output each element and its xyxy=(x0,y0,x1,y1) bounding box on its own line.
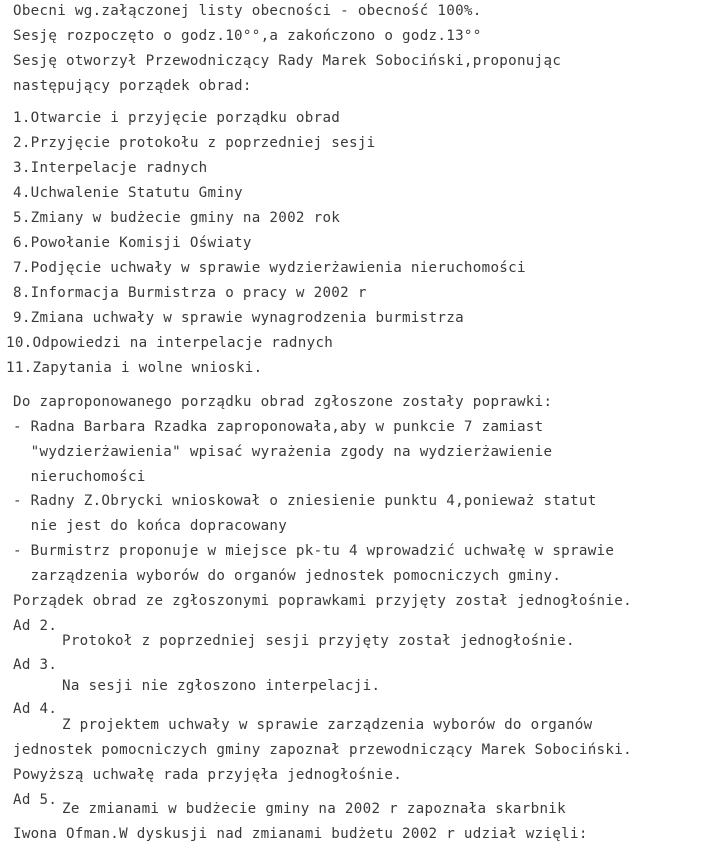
ad4-label: Ad 4. xyxy=(13,701,58,717)
agenda-item: 9.Zmiana uchwały w sprawie wynagrodzenia burmistrza xyxy=(13,310,464,326)
agenda-item: 1.Otwarcie i przyjęcie porządku obrad xyxy=(13,110,341,126)
ad4-line: Z projektem uchwały w sprawie zarządzenia wyborów do organów xyxy=(62,717,593,733)
ad5-line: Iwona Ofman.W dyskusji nad zmianami budżetu 2002 r udział wzięli: xyxy=(13,826,588,842)
amendment-line: - Burmistrz proponuje w miejsce pk-tu 4 wprowadzić uchwałę w sprawie xyxy=(13,543,615,559)
opening-line: Sesję otworzył Przewodniczący Rady Marek Sobociński,proponując xyxy=(13,53,562,69)
amendment-line: nie jest do końca dopracowany xyxy=(13,518,288,534)
amendment-line: - Radny Z.Obrycki wnioskował o zniesienie punktu 4,ponieważ statut xyxy=(13,493,597,509)
agenda-item: 7.Podjęcie uchwały w sprawie wydzierżawienia nieruchomości xyxy=(13,260,526,276)
ad3-label: Ad 3. xyxy=(13,657,58,673)
agenda-item: 4.Uchwalenie Statutu Gminy xyxy=(13,185,243,201)
agenda-item: 6.Powołanie Komisji Oświaty xyxy=(13,235,252,251)
ad3-text: Na sesji nie zgłoszono interpelacji. xyxy=(62,678,381,694)
amendment-line: "wydzierżawienia" wpisać wyrażenia zgody na wydzierżawienie xyxy=(13,444,553,460)
session-time-line: Sesję rozpoczęto o godz.10°°,a zakończono o godz.13°° xyxy=(13,28,482,44)
agenda-intro-line: następujący porządek obrad: xyxy=(13,78,252,94)
ad4-line: jednostek pomocniczych gminy zapoznał przewodniczący Marek Sobociński. xyxy=(13,742,632,758)
agenda-item: 3.Interpelacje radnych xyxy=(13,160,208,176)
agenda-item: 11.Zapytania i wolne wnioski. xyxy=(6,360,263,376)
agenda-item: 5.Zmiany w budżecie gminy na 2002 rok xyxy=(13,210,341,226)
attendance-line: Obecni wg.załączonej listy obecności - obecność 100%. xyxy=(13,3,482,19)
agenda-accepted-line: Porządek obrad ze zgłoszonymi poprawkami przyjęty został jednogłośnie. xyxy=(13,593,632,609)
ad2-text: Protokoł z poprzedniej sesji przyjęty został jednogłośnie. xyxy=(62,633,575,649)
amendments-intro: Do zaproponowanego porządku obrad zgłoszone zostały poprawki: xyxy=(13,394,553,410)
ad5-line: Ze zmianami w budżecie gminy na 2002 r zapoznała skarbnik xyxy=(62,801,566,817)
ad2-label: Ad 2. xyxy=(13,618,58,634)
ad5-label: Ad 5. xyxy=(13,792,58,808)
ad4-line: Powyższą uchwałę rada przyjęła jednogłośnie. xyxy=(13,767,403,783)
amendment-line: zarządzenia wyborów do organów jednostek pomocniczych gminy. xyxy=(13,568,562,584)
agenda-item: 8.Informacja Burmistrza o pracy w 2002 r xyxy=(13,285,367,301)
amendment-line: - Radna Barbara Rzadka zaproponowała,aby w punkcie 7 zamiast xyxy=(13,419,544,435)
amendment-line: nieruchomości xyxy=(13,469,146,485)
agenda-item: 2.Przyjęcie protokołu z poprzedniej sesji xyxy=(13,135,376,151)
agenda-item: 10.Odpowiedzi na interpelacje radnych xyxy=(6,335,334,351)
